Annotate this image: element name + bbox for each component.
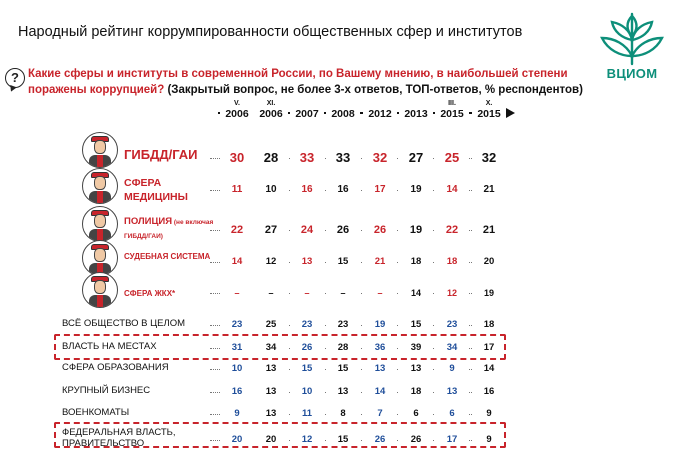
category-name: СФЕРА ЖКХ* bbox=[124, 289, 176, 298]
value-cell: 20 bbox=[220, 432, 254, 448]
value-cell: 27 bbox=[399, 150, 433, 166]
category-label: КРУПНЫЙ БИЗНЕС bbox=[62, 385, 151, 396]
category-label bbox=[124, 287, 214, 301]
value-cell: 14 bbox=[435, 182, 469, 198]
year-month: XI. bbox=[266, 100, 276, 107]
question-note: (Закрытый вопрос, не более 3-х ответов, ТОП-ответов, % респондентов) bbox=[164, 84, 583, 96]
category-label bbox=[124, 215, 214, 243]
value-cell: 17 bbox=[435, 432, 469, 448]
value-cell: 13 bbox=[254, 406, 288, 422]
year-header bbox=[472, 100, 506, 120]
top-category-row bbox=[210, 150, 500, 166]
value-cell: 26 bbox=[290, 340, 324, 356]
year-month bbox=[326, 100, 360, 108]
value-cell: 14 bbox=[399, 285, 433, 301]
traffic-police-icon bbox=[82, 132, 118, 168]
value-cell: 18 bbox=[399, 384, 433, 400]
value-cell: 14 bbox=[220, 254, 254, 270]
logo-text: ВЦИОМ bbox=[606, 66, 658, 81]
value-cell: – bbox=[326, 285, 360, 301]
value-cell: 13 bbox=[254, 384, 288, 400]
value-cell: – bbox=[290, 285, 324, 301]
value-cell: – bbox=[220, 285, 254, 301]
utility-worker-icon bbox=[82, 272, 118, 308]
value-cell: 22 bbox=[220, 222, 254, 238]
value-cell: 20 bbox=[472, 254, 506, 270]
category-name: СУДЕБНАЯ СИСТЕМА bbox=[124, 252, 211, 261]
other-category-row bbox=[210, 317, 500, 333]
value-cell: 9 bbox=[435, 361, 469, 377]
category-label: ВСЁ ОБЩЕСТВО В ЦЕЛОМ bbox=[62, 318, 186, 329]
value-cell: 8 bbox=[326, 406, 360, 422]
year-value: 2015 bbox=[477, 108, 501, 120]
value-cell: 18 bbox=[435, 254, 469, 270]
value-cell: 26 bbox=[399, 432, 433, 448]
highlight-box bbox=[54, 422, 506, 448]
value-cell: 12 bbox=[254, 254, 288, 270]
year-month bbox=[399, 100, 433, 108]
value-cell: 11 bbox=[290, 406, 324, 422]
other-category-row bbox=[210, 406, 500, 422]
year-header bbox=[326, 100, 360, 120]
value-cell: 26 bbox=[363, 222, 397, 238]
value-cell: 13 bbox=[435, 384, 469, 400]
value-cell: 24 bbox=[290, 222, 324, 238]
value-cell: 32 bbox=[472, 150, 506, 166]
category-name-line: ФЕДЕРАЛЬНАЯ ВЛАСТЬ, bbox=[62, 427, 176, 438]
value-cell: 17 bbox=[363, 182, 397, 198]
value-cell: 17 bbox=[472, 340, 506, 356]
value-cell: 21 bbox=[472, 182, 506, 198]
value-cell: 9 bbox=[220, 406, 254, 422]
value-cell: 33 bbox=[326, 150, 360, 166]
page-title: Народный рейтинг коррумпированности общественных сфер и институтов bbox=[18, 24, 523, 40]
top-category-row bbox=[210, 285, 500, 301]
value-cell: 23 bbox=[290, 317, 324, 333]
value-cell: 28 bbox=[254, 150, 288, 166]
value-cell: 25 bbox=[435, 150, 469, 166]
value-cell: 23 bbox=[435, 317, 469, 333]
value-cell: 19 bbox=[399, 222, 433, 238]
value-cell: – bbox=[363, 285, 397, 301]
year-value: 2006 bbox=[225, 108, 249, 120]
category-note: (не включая ГИБДД/ГАИ) bbox=[124, 219, 214, 240]
vciom-logo bbox=[596, 6, 668, 80]
value-cell: – bbox=[254, 285, 288, 301]
value-cell: 12 bbox=[290, 432, 324, 448]
value-cell: 16 bbox=[290, 182, 324, 198]
question-main: Какие сферы и институты в современной России, по Вашему мнению, в наибольшей степени поражены коррупцией? bbox=[28, 68, 568, 96]
category-label bbox=[124, 176, 214, 204]
value-cell: 39 bbox=[399, 340, 433, 356]
value-cell: 10 bbox=[290, 384, 324, 400]
value-cell: 15 bbox=[326, 361, 360, 377]
question-mark-icon: ? bbox=[5, 68, 25, 88]
value-cell: 13 bbox=[326, 384, 360, 400]
category-label: СФЕРА ОБРАЗОВАНИЯ bbox=[62, 362, 169, 373]
year-value: 2015 bbox=[440, 108, 464, 120]
value-cell: 16 bbox=[326, 182, 360, 198]
value-cell: 32 bbox=[363, 150, 397, 166]
value-cell: 19 bbox=[399, 182, 433, 198]
value-cell: 15 bbox=[326, 432, 360, 448]
value-cell: 27 bbox=[254, 222, 288, 238]
value-cell: 18 bbox=[472, 317, 506, 333]
value-cell: 10 bbox=[254, 182, 288, 198]
value-cell: 6 bbox=[435, 406, 469, 422]
value-cell: 34 bbox=[254, 340, 288, 356]
other-category-row bbox=[210, 384, 500, 400]
value-cell: 13 bbox=[290, 254, 324, 270]
value-cell: 21 bbox=[363, 254, 397, 270]
value-cell: 15 bbox=[326, 254, 360, 270]
value-cell: 6 bbox=[399, 406, 433, 422]
value-cell: 14 bbox=[363, 384, 397, 400]
year-month bbox=[363, 100, 397, 108]
year-value: 2008 bbox=[331, 108, 355, 120]
value-cell: 13 bbox=[254, 361, 288, 377]
value-cell: 13 bbox=[399, 361, 433, 377]
value-cell: 13 bbox=[363, 361, 397, 377]
category-label: ВЛАСТЬ НА МЕСТАХ bbox=[62, 341, 157, 352]
year-header bbox=[399, 100, 433, 120]
year-month bbox=[290, 100, 324, 108]
scales-of-justice-icon bbox=[82, 240, 118, 276]
value-cell: 34 bbox=[435, 340, 469, 356]
year-header bbox=[220, 100, 254, 120]
value-cell: 31 bbox=[220, 340, 254, 356]
highlight-box bbox=[54, 334, 506, 360]
top-category-row bbox=[210, 182, 500, 198]
value-cell: 33 bbox=[290, 150, 324, 166]
year-header bbox=[363, 100, 397, 120]
category-name: ПОЛИЦИЯ bbox=[124, 216, 173, 227]
top-category-row bbox=[210, 254, 500, 270]
value-cell: 19 bbox=[472, 285, 506, 301]
value-cell: 28 bbox=[326, 340, 360, 356]
value-cell: 14 bbox=[472, 361, 506, 377]
year-header bbox=[435, 100, 469, 120]
value-cell: 25 bbox=[254, 317, 288, 333]
top-category-row bbox=[210, 222, 500, 238]
police-officer-icon bbox=[82, 206, 118, 242]
value-cell: 9 bbox=[472, 432, 506, 448]
value-cell: 19 bbox=[363, 317, 397, 333]
category-label bbox=[124, 148, 214, 162]
value-cell: 7 bbox=[363, 406, 397, 422]
value-cell: 15 bbox=[290, 361, 324, 377]
year-header bbox=[290, 100, 324, 120]
value-cell: 26 bbox=[363, 432, 397, 448]
value-cell: 11 bbox=[220, 182, 254, 198]
value-cell: 36 bbox=[363, 340, 397, 356]
value-cell: 15 bbox=[399, 317, 433, 333]
year-month: X. bbox=[485, 100, 493, 107]
value-cell: 16 bbox=[472, 384, 506, 400]
year-month: III. bbox=[448, 100, 456, 107]
year-month: V. bbox=[234, 100, 240, 107]
value-cell: 23 bbox=[220, 317, 254, 333]
question-text bbox=[28, 66, 588, 98]
value-cell: 22 bbox=[435, 222, 469, 238]
year-header bbox=[254, 100, 288, 120]
logo-leaves-icon bbox=[596, 6, 668, 66]
category-label: ВОЕНКОМАТЫ bbox=[62, 407, 130, 418]
year-value: 2013 bbox=[404, 108, 428, 120]
years-header bbox=[218, 100, 508, 130]
value-cell: 10 bbox=[220, 361, 254, 377]
category-name: ГИБДД/ГАИ bbox=[124, 147, 198, 162]
category-label bbox=[124, 250, 214, 264]
doctor-icon bbox=[82, 168, 118, 204]
value-cell: 26 bbox=[326, 222, 360, 238]
year-value: 2012 bbox=[368, 108, 392, 120]
value-cell: 30 bbox=[220, 150, 254, 166]
year-value: 2007 bbox=[295, 108, 319, 120]
value-cell: 20 bbox=[254, 432, 288, 448]
value-cell: 21 bbox=[472, 222, 506, 238]
category-name-line: ПРАВИТЕЛЬСТВО bbox=[62, 438, 145, 449]
year-value: 2006 bbox=[259, 108, 283, 120]
value-cell: 9 bbox=[472, 406, 506, 422]
value-cell: 23 bbox=[326, 317, 360, 333]
value-cell: 18 bbox=[399, 254, 433, 270]
value-cell: 16 bbox=[220, 384, 254, 400]
category-name: СФЕРА МЕДИЦИНЫ bbox=[124, 177, 188, 203]
value-cell: 12 bbox=[435, 285, 469, 301]
other-category-row bbox=[210, 361, 500, 377]
